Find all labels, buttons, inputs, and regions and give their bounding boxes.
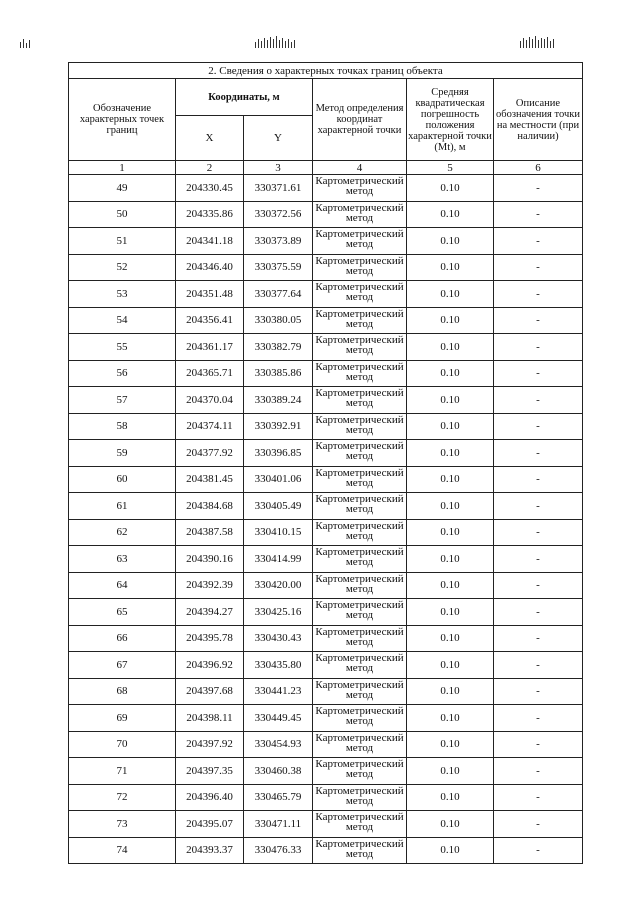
accuracy-cell: 0.10 [407,281,494,308]
coord-y-cell: 330425.16 [244,599,313,626]
description-cell: - [494,228,583,255]
method-text-line: Картометрический [315,546,404,558]
method-text-line: Картометрический [315,705,404,717]
coord-x-cell: 204395.07 [176,811,244,838]
method-text-line: Картометрический [315,625,404,638]
accuracy-cell: 0.10 [407,599,494,626]
description-cell: - [494,413,583,440]
boundary-points-table [68,62,583,864]
table-row [69,837,583,864]
coord-x-cell: 204395.78 [176,625,244,652]
method-cell [313,413,407,440]
method-text-line: Картометрический [315,413,404,426]
coord-x-cell: 204381.45 [176,466,244,493]
method-cell [313,546,407,573]
coord-x-cell: 204365.71 [176,360,244,387]
description-cell: - [494,837,583,864]
method-cell [313,334,407,361]
coord-x-cell: 204394.27 [176,599,244,626]
accuracy-cell: 0.10 [407,360,494,387]
method-cell [313,731,407,758]
coord-y-cell: 330385.86 [244,360,313,387]
coord-y-cell: 330396.85 [244,440,313,467]
method-text-line: метод [345,662,374,674]
coord-y-cell: 330380.05 [244,307,313,334]
table-row [69,811,583,838]
column-number-3: 3 [244,161,313,175]
header-description: Описание обозначения точки на местности (при наличии) [494,79,583,161]
description-cell: - [494,175,583,202]
point-number-cell: 63 [69,546,176,573]
method-text-line: метод [345,238,374,250]
method-text-line: Картометрический [315,758,404,770]
coord-x-cell: 204374.11 [176,413,244,440]
description-cell: - [494,625,583,652]
method-text-line: метод [345,582,374,595]
point-number-cell: 55 [69,334,176,361]
method-cell [313,625,407,652]
method-cell [313,519,407,546]
description-cell: - [494,758,583,785]
coord-y-cell: 330371.61 [244,175,313,202]
method-cell [313,811,407,838]
coord-x-cell: 204398.11 [176,705,244,732]
method-cell [313,678,407,705]
method-cell [313,599,407,626]
coord-y-cell: 330392.91 [244,413,313,440]
point-number-cell: 67 [69,652,176,679]
accuracy-cell: 0.10 [407,413,494,440]
description-cell: - [494,652,583,679]
point-number-cell: 53 [69,281,176,308]
table-row [69,228,583,255]
accuracy-cell: 0.10 [407,519,494,546]
table-row [69,652,583,679]
coord-y-cell: 330435.80 [244,652,313,679]
description-cell: - [494,281,583,308]
point-number-cell: 64 [69,572,176,599]
table-row [69,254,583,281]
description-cell: - [494,572,583,599]
coord-y-cell: 330405.49 [244,493,313,520]
header-method: Метод определения координат характерной точки [313,79,407,161]
method-text-line: Картометрический [315,572,404,585]
method-text-line: Картометрический [315,254,404,267]
method-cell [313,387,407,414]
point-number-cell: 60 [69,466,176,493]
coord-x-cell: 204346.40 [176,254,244,281]
accuracy-cell: 0.10 [407,546,494,573]
accuracy-cell: 0.10 [407,811,494,838]
method-text-line: Картометрический [315,599,404,611]
coord-y-cell: 330441.23 [244,678,313,705]
coord-x-cell: 204335.86 [176,201,244,228]
method-text-line: Картометрический [315,652,404,664]
coord-x-cell: 204392.39 [176,572,244,599]
method-cell [313,784,407,811]
coord-x-cell: 204397.35 [176,758,244,785]
method-text-line: Картометрический [315,466,404,479]
table-row [69,387,583,414]
method-text-line: метод [345,185,374,197]
method-text-line: метод [345,821,374,833]
description-cell: - [494,546,583,573]
coord-x-cell: 204330.45 [176,175,244,202]
table-row [69,360,583,387]
coord-y-cell: 330401.06 [244,466,313,493]
coord-x-cell: 204396.92 [176,652,244,679]
coord-x-cell: 204397.68 [176,678,244,705]
table-row [69,466,583,493]
point-number-cell: 66 [69,625,176,652]
point-number-cell: 61 [69,493,176,520]
coord-x-cell: 204370.04 [176,387,244,414]
scan-mark-left [20,34,30,48]
method-cell [313,572,407,599]
method-text-line: Картометрический [315,519,404,532]
table-row [69,758,583,785]
method-cell [313,758,407,785]
table-row [69,546,583,573]
method-text-line: метод [345,741,374,754]
method-text-line: метод [345,476,374,489]
point-number-cell: 68 [69,678,176,705]
accuracy-cell: 0.10 [407,175,494,202]
accuracy-cell: 0.10 [407,228,494,255]
method-text-line: метод [345,794,374,807]
point-number-cell: 52 [69,254,176,281]
method-text-line: метод [345,397,374,409]
method-cell [313,652,407,679]
method-text-line: метод [345,344,374,356]
header-y: Y [244,116,313,161]
coord-x-cell: 204356.41 [176,307,244,334]
accuracy-cell: 0.10 [407,572,494,599]
method-cell [313,254,407,281]
description-cell: - [494,784,583,811]
method-text-line: метод [345,264,374,277]
accuracy-cell: 0.10 [407,678,494,705]
method-text-line: Картометрический [315,228,404,240]
coord-x-cell: 204393.37 [176,837,244,864]
description-cell: - [494,519,583,546]
coord-y-cell: 330382.79 [244,334,313,361]
method-text-line: метод [345,423,374,436]
point-number-cell: 59 [69,440,176,467]
coord-y-cell: 330449.45 [244,705,313,732]
table-row [69,281,583,308]
column-number-1: 1 [69,161,176,175]
point-number-cell: 73 [69,811,176,838]
method-cell [313,281,407,308]
coord-x-cell: 204390.16 [176,546,244,573]
coord-y-cell: 330465.79 [244,784,313,811]
method-text-line: Картометрический [315,281,404,293]
description-cell: - [494,466,583,493]
method-cell [313,837,407,864]
column-number-4: 4 [313,161,407,175]
table-row [69,201,583,228]
coord-x-cell: 204341.18 [176,228,244,255]
coord-y-cell: 330476.33 [244,837,313,864]
method-text-line: Картометрический [315,784,404,797]
coord-y-cell: 330454.93 [244,731,313,758]
point-number-cell: 70 [69,731,176,758]
method-cell [313,705,407,732]
coord-x-cell: 204377.92 [176,440,244,467]
method-text-line: метод [345,768,374,780]
accuracy-cell: 0.10 [407,387,494,414]
method-cell [313,175,407,202]
description-cell: - [494,387,583,414]
method-cell [313,440,407,467]
point-number-cell: 54 [69,307,176,334]
coord-y-cell: 330377.64 [244,281,313,308]
coord-y-cell: 330460.38 [244,758,313,785]
method-text-line: Картометрический [315,440,404,452]
method-text-line: метод [345,635,374,648]
method-text-line: метод [345,370,374,383]
header-coordinates: Координаты, м [176,79,313,116]
method-cell [313,466,407,493]
description-cell: - [494,360,583,387]
method-text-line: метод [345,847,374,860]
method-text-line: метод [345,291,374,303]
table-row [69,440,583,467]
table-row [69,493,583,520]
method-text-line: Картометрический [315,678,404,691]
point-number-cell: 57 [69,387,176,414]
point-number-cell: 72 [69,784,176,811]
coord-x-cell: 204396.40 [176,784,244,811]
coord-y-cell: 330375.59 [244,254,313,281]
method-text-line: метод [345,529,374,542]
point-number-cell: 65 [69,599,176,626]
column-number-6: 6 [494,161,583,175]
point-number-cell: 51 [69,228,176,255]
coord-y-cell: 330414.99 [244,546,313,573]
accuracy-cell: 0.10 [407,440,494,467]
point-number-cell: 58 [69,413,176,440]
table-row [69,175,583,202]
accuracy-cell: 0.10 [407,334,494,361]
bottom-rule [68,863,582,864]
description-cell: - [494,254,583,281]
coord-y-cell: 330430.43 [244,625,313,652]
table-row [69,784,583,811]
description-cell: - [494,334,583,361]
coord-x-cell: 204361.17 [176,334,244,361]
method-cell [313,201,407,228]
description-cell: - [494,493,583,520]
method-text-line: метод [345,688,374,701]
coord-x-cell: 204384.68 [176,493,244,520]
accuracy-cell: 0.10 [407,837,494,864]
table-row [69,705,583,732]
header-accuracy: Средняя квадратическая погрешность положения характерной точки (Мt), м [407,79,494,161]
description-cell: - [494,599,583,626]
scan-mark-right [520,34,554,48]
header-x: X [176,116,244,161]
point-number-cell: 62 [69,519,176,546]
table-row [69,307,583,334]
method-cell [313,493,407,520]
method-cell [313,360,407,387]
section-title-row [69,63,583,79]
method-text-line: Картометрический [315,837,404,850]
method-text-line: метод [345,556,374,568]
column-number-row [69,161,583,175]
accuracy-cell: 0.10 [407,784,494,811]
scan-mark-center [255,34,295,48]
header-designation: Обозначение характерных точек границ [69,79,176,161]
coord-x-cell: 204387.58 [176,519,244,546]
accuracy-cell: 0.10 [407,625,494,652]
method-text-line: Картометрический [315,493,404,505]
method-cell [313,307,407,334]
point-number-cell: 50 [69,201,176,228]
table-row [69,334,583,361]
table-row [69,599,583,626]
description-cell: - [494,440,583,467]
coord-y-cell: 330373.89 [244,228,313,255]
method-text-line: метод [345,211,374,224]
table-row [69,572,583,599]
accuracy-cell: 0.10 [407,254,494,281]
point-number-cell: 69 [69,705,176,732]
accuracy-cell: 0.10 [407,493,494,520]
coord-x-cell: 204397.92 [176,731,244,758]
point-number-cell: 74 [69,837,176,864]
table-row [69,519,583,546]
coord-x-cell: 204351.48 [176,281,244,308]
coord-y-cell: 330410.15 [244,519,313,546]
description-cell: - [494,307,583,334]
description-cell: - [494,705,583,732]
description-cell: - [494,811,583,838]
accuracy-cell: 0.10 [407,652,494,679]
section-title: 2. Сведения о характерных точках границ объекта [69,63,583,79]
method-text-line: метод [345,450,374,462]
method-text-line: метод [345,609,374,621]
table-row [69,678,583,705]
coord-y-cell: 330372.56 [244,201,313,228]
description-cell: - [494,731,583,758]
accuracy-cell: 0.10 [407,307,494,334]
description-cell: - [494,678,583,705]
method-text-line: Картометрический [315,175,404,187]
column-number-2: 2 [176,161,244,175]
table-row [69,413,583,440]
accuracy-cell: 0.10 [407,758,494,785]
method-text-line: Картометрический [315,307,404,320]
table-row [69,625,583,652]
method-text-line: метод [345,317,374,330]
coord-y-cell: 330471.11 [244,811,313,838]
header-row-1 [69,79,583,116]
method-text-line: Картометрический [315,201,404,214]
accuracy-cell: 0.10 [407,201,494,228]
point-number-cell: 56 [69,360,176,387]
method-text-line: Картометрический [315,731,404,744]
method-text-line: метод [345,715,374,727]
point-number-cell: 49 [69,175,176,202]
method-text-line: Картометрический [315,360,404,373]
table-row [69,731,583,758]
method-text-line: Картометрический [315,334,404,346]
method-text-line: метод [345,503,374,515]
column-number-5: 5 [407,161,494,175]
coord-y-cell: 330389.24 [244,387,313,414]
point-number-cell: 71 [69,758,176,785]
method-text-line: Картометрический [315,387,404,399]
accuracy-cell: 0.10 [407,466,494,493]
method-cell [313,228,407,255]
method-text-line: Картометрический [315,811,404,823]
coord-y-cell: 330420.00 [244,572,313,599]
description-cell: - [494,201,583,228]
accuracy-cell: 0.10 [407,705,494,732]
accuracy-cell: 0.10 [407,731,494,758]
